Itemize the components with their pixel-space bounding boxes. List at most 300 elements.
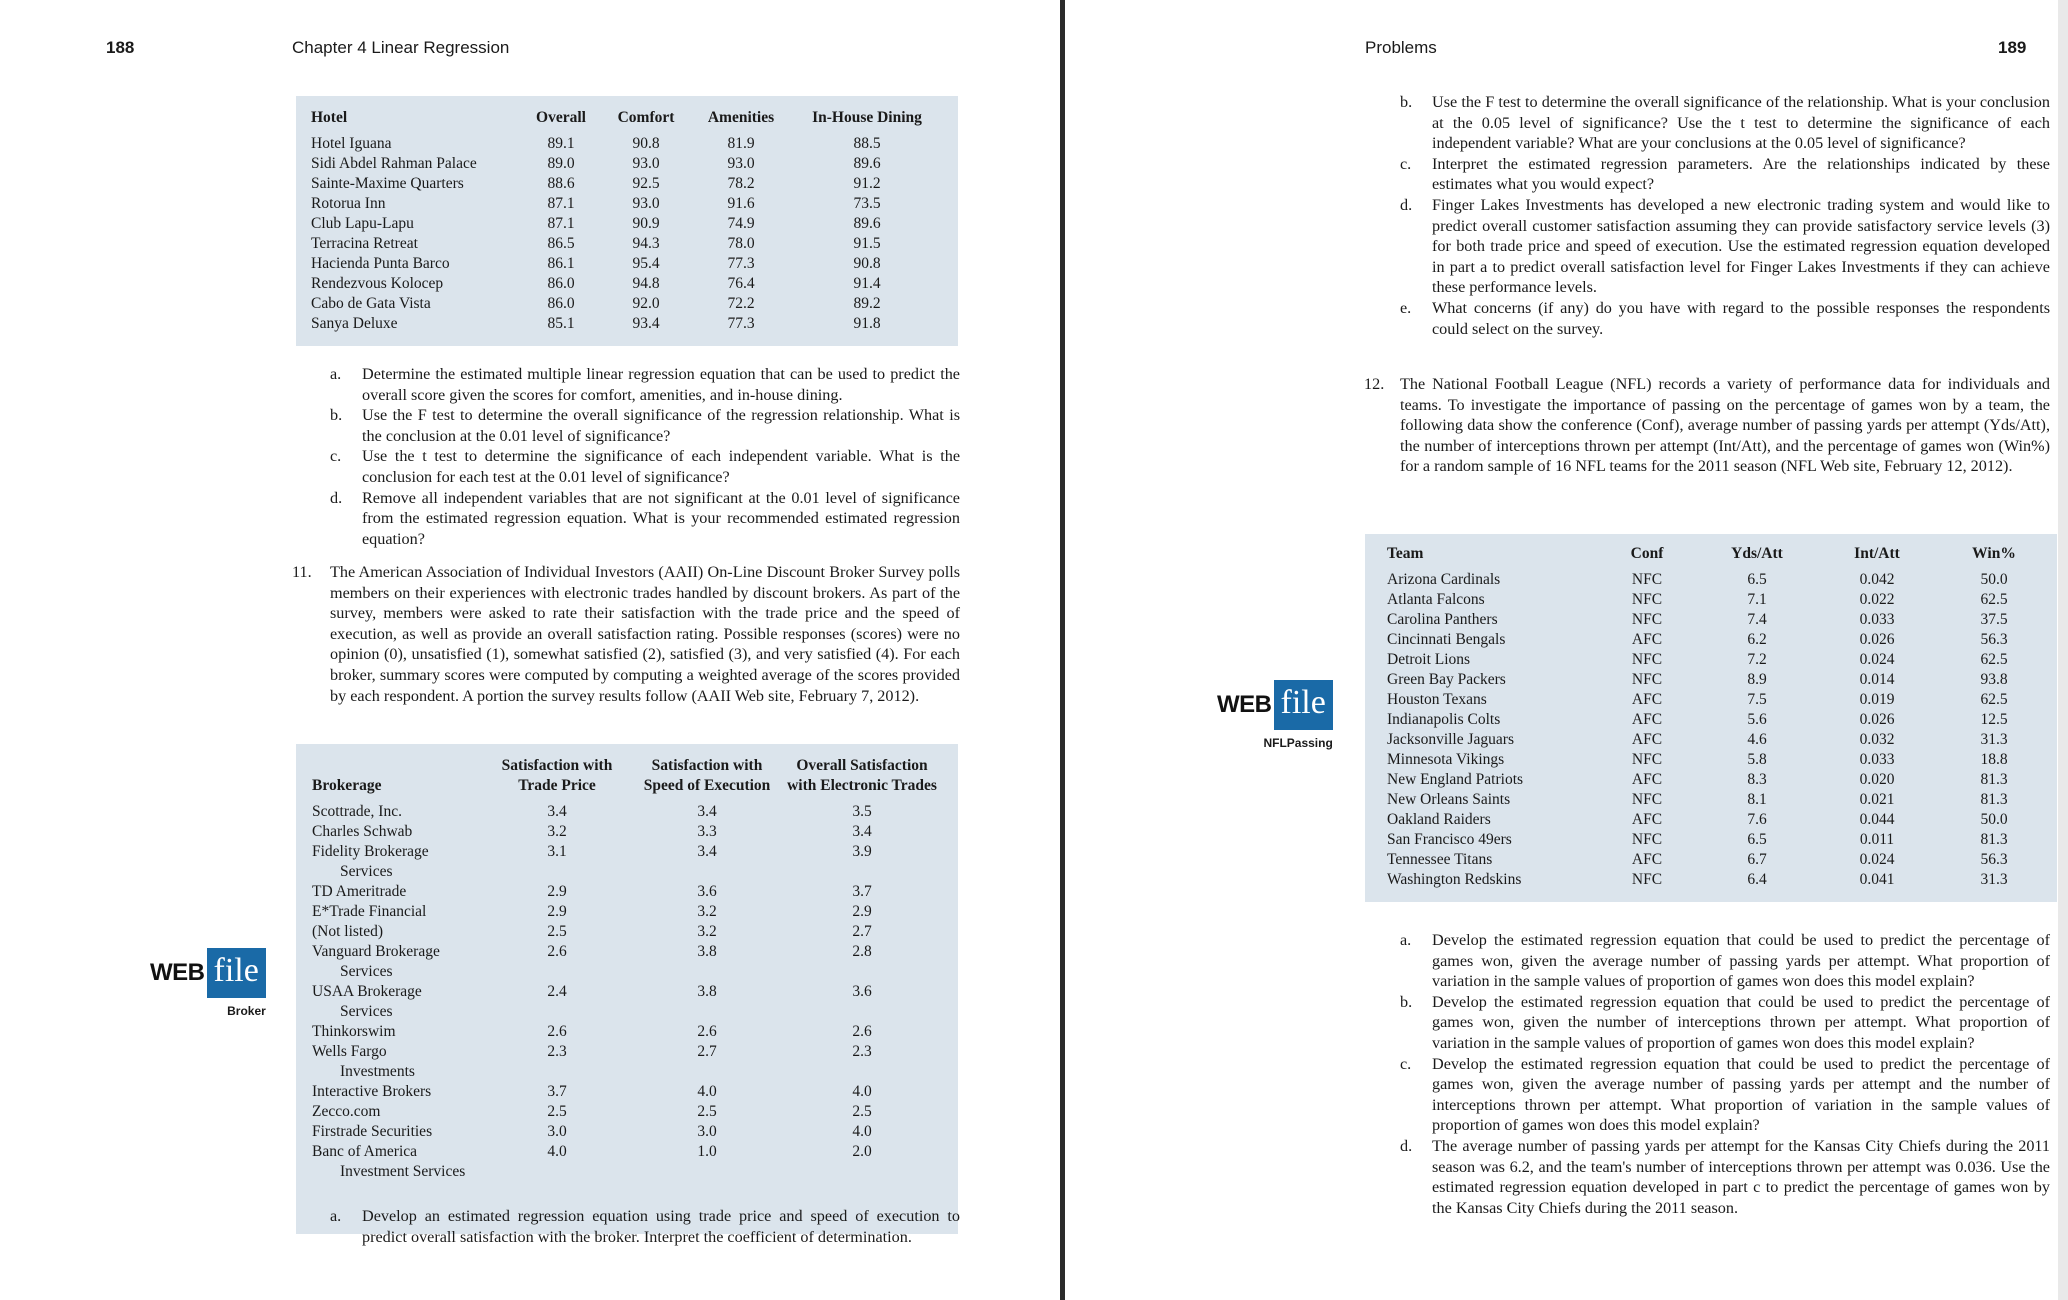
brokerage-name: Interactive Brokers: [312, 1083, 432, 1100]
q11-block: [292, 562, 960, 706]
table-cell: 0.011: [1859, 831, 1895, 848]
table-cell: 2.7: [852, 923, 872, 940]
brokerage-name-continued: Services: [340, 963, 393, 980]
table-cell: 91.6: [727, 195, 755, 212]
part-label: d.: [1400, 1136, 1413, 1155]
table-cell: 62.5: [1980, 651, 2008, 668]
table-row: [1387, 730, 2051, 750]
table-cell: 0.024: [1859, 651, 1895, 668]
table-cell: 0.032: [1859, 731, 1895, 748]
table-cell: 3.9: [852, 843, 872, 860]
table-cell: 7.6: [1747, 811, 1767, 828]
table-row: [1387, 870, 2051, 890]
question-part: [1400, 1136, 2050, 1218]
column-header: Satisfaction with: [501, 757, 613, 774]
table-cell: 2.9: [852, 903, 872, 920]
table-cell: AFC: [1631, 691, 1663, 708]
table-row: [1387, 770, 2051, 790]
table-cell: 50.0: [1980, 571, 2008, 588]
table-cell: 6.5: [1747, 571, 1767, 588]
table-cell: Cincinnati Bengals: [1387, 631, 1506, 648]
table-cell: 78.2: [727, 175, 755, 192]
table-cell: 2.6: [852, 1023, 872, 1040]
table-cell: NFC: [1631, 651, 1663, 668]
table-row: [312, 1022, 942, 1042]
table-cell: 6.2: [1747, 631, 1767, 648]
brokerage-name-cell: [312, 842, 482, 882]
q11-text: The American Association of Individual Investors (AAII) On-Line Discount Broker Survey polls members on their experiences with electronic trades handled by discount brokers. As part of the survey, members were asked to rate their satisfaction with the trade price and the speed of execution, as well as provide an overall satisfaction rating. Possible responses (scores) were no opinion (0), unsatisfied (1), somewhat satisfied (2), satisfied (3), and very satisfied (4). For each broker, summary scores were computed by computing a weighted average of the scores provided by each respondent. A portion the survey results follow (AAII Web site, February 7, 2012).: [330, 563, 960, 705]
part-label: a.: [330, 365, 342, 383]
table-cell: 8.9: [1747, 671, 1767, 688]
table-cell: 3.0: [697, 1123, 717, 1140]
column-header: [312, 756, 482, 776]
table-cell: 7.4: [1747, 611, 1767, 628]
brokerage-name-cell: [312, 882, 482, 902]
column-header: Conf: [1630, 545, 1664, 562]
table-row: [312, 1102, 942, 1122]
table-cell: 5.8: [1747, 751, 1767, 768]
table-cell: Rendezvous Kolocep: [311, 275, 444, 292]
table-cell: 3.1: [547, 843, 567, 860]
table-cell: 6.7: [1747, 851, 1767, 868]
table-cell: 3.6: [697, 883, 717, 900]
brokerage-name: Vanguard Brokerage: [312, 943, 440, 960]
part-label: c.: [1400, 1054, 1412, 1073]
table-row: [311, 314, 943, 334]
table-cell: NFC: [1631, 671, 1663, 688]
table-cell: 90.8: [632, 135, 660, 152]
table-cell: 2.8: [852, 943, 872, 960]
table-cell: AFC: [1631, 811, 1663, 828]
table-cell: 86.5: [547, 235, 575, 252]
table-cell: Minnesota Vikings: [1387, 751, 1505, 768]
table-cell: 91.5: [853, 235, 881, 252]
table-cell: San Francisco 49ers: [1387, 831, 1512, 848]
table-cell: 2.5: [547, 1103, 567, 1120]
brokerage-name-continued: Services: [340, 1003, 393, 1020]
table-cell: AFC: [1631, 631, 1663, 648]
part-label: b.: [1400, 93, 1413, 111]
table-cell: 3.4: [852, 823, 872, 840]
question-part: [1400, 154, 2050, 195]
brokerage-name: Wells Fargo: [312, 1043, 387, 1060]
table-cell: 7.5: [1747, 691, 1767, 708]
table-cell: 93.0: [632, 195, 660, 212]
table-cell: NFC: [1631, 571, 1663, 588]
table-cell: 37.5: [1980, 611, 2008, 628]
brokerage-name-cell: [312, 1122, 482, 1142]
brokerage-name: (Not listed): [312, 923, 384, 940]
q12-block: [1364, 374, 2050, 477]
table-cell: Cabo de Gata Vista: [311, 295, 431, 312]
part-text: Finger Lakes Investments has developed a new electronic trading system and would like to predict overall customer satisfaction assuming they can provide satisfactory service levels (3) for both trade price and speed of execution. Use the estimated regression equation developed in part a to predict overall satisfaction level for Finger Lakes Investments if they can achieve these performance levels.: [1432, 195, 2050, 297]
table-row: [311, 274, 943, 294]
table-cell: 94.3: [632, 235, 660, 252]
running-head-right: Problems: [1365, 38, 1437, 57]
question-part: [1400, 930, 2050, 992]
brokerage-name: Banc of America: [312, 1143, 418, 1160]
column-header: with Electronic Trades: [787, 777, 937, 794]
table-cell: 86.0: [547, 275, 575, 292]
table-cell: Hacienda Punta Barco: [311, 255, 450, 272]
broker-table-panel: [296, 744, 958, 1234]
brokerage-name-cell: [312, 802, 482, 822]
running-head-left: Chapter 4 Linear Regression: [292, 38, 510, 57]
brokerage-name: Fidelity Brokerage: [312, 843, 429, 860]
table-cell: 3.2: [697, 923, 717, 940]
column-header: Amenities: [707, 109, 775, 126]
table-row: [311, 134, 943, 154]
table-cell: 0.033: [1859, 611, 1895, 628]
table-cell: 6.5: [1747, 831, 1767, 848]
table-cell: 95.4: [632, 255, 660, 272]
table-cell: 93.0: [727, 155, 755, 172]
part-text: Develop the estimated regression equation that could be used to predict the percentage of games won, given the average number of passing yards per attempt. What proportion of variation in the sample values of proportion of games won does this model explain?: [1432, 931, 2050, 991]
page-edge: [2058, 0, 2068, 1300]
page-number-left: 188: [106, 38, 135, 57]
table-cell: NFC: [1631, 871, 1663, 888]
table-cell: 0.024: [1859, 851, 1895, 868]
brokerage-name-continued: Investment Services: [340, 1163, 466, 1180]
nfl-table-panel: [1365, 534, 2057, 902]
q11-continued-items: [1400, 92, 2050, 339]
table-cell: 3.0: [547, 1123, 567, 1140]
table-row: [1387, 650, 2051, 670]
column-header: Brokerage: [312, 777, 382, 794]
table-cell: 88.6: [547, 175, 575, 192]
hotel-table: [311, 108, 943, 334]
brokerage-name: TD Ameritrade: [312, 883, 407, 900]
column-header: Int/Att: [1854, 545, 1900, 562]
table-cell: 0.014: [1859, 671, 1895, 688]
part-label: d.: [330, 488, 343, 507]
table-cell: 2.6: [547, 943, 567, 960]
table-cell: 92.5: [632, 175, 660, 192]
table-cell: 8.1: [1747, 791, 1767, 808]
table-row: [1387, 810, 2051, 830]
q12-items: [1400, 930, 2050, 1218]
table-cell: Hotel Iguana: [311, 135, 392, 152]
table-cell: 74.9: [727, 215, 755, 232]
table-cell: 90.8: [853, 255, 881, 272]
table-cell: Atlanta Falcons: [1387, 591, 1485, 608]
file-label: file: [1274, 680, 1333, 730]
question-part: [330, 405, 960, 446]
q12-text: The National Football League (NFL) records a variety of performance data for individuals and teams. To investigate the importance of passing on the percentage of games won by a team, the following data show the conference (Conf), average number of passing yards per attempt (Yds/Att), the number of interceptions thrown per attempt (Int/Att), and the percentage of games won (Win%) for a random sample of 16 NFL teams for the 2011 season (NFL Web site, February 12, 2012).: [1400, 375, 2050, 476]
file-label: file: [207, 948, 266, 998]
table-cell: NFC: [1631, 611, 1663, 628]
table-cell: 3.4: [547, 803, 567, 820]
table-cell: 73.5: [853, 195, 881, 212]
header-row: [312, 756, 942, 776]
table-cell: 2.5: [547, 923, 567, 940]
table-cell: NFC: [1631, 751, 1663, 768]
table-cell: Terracina Retreat: [311, 235, 418, 252]
part-label: b.: [1400, 992, 1413, 1011]
brokerage-name-continued: Investments: [340, 1063, 415, 1080]
question-part: [1400, 992, 2050, 1054]
table-cell: 3.7: [547, 1083, 567, 1100]
brokerage-name-cell: [312, 922, 482, 942]
table-cell: 2.3: [547, 1043, 567, 1060]
table-row: [1387, 570, 2051, 590]
table-cell: 2.9: [547, 903, 567, 920]
part-text: Use the F test to determine the overall significance of the regression relationship. What is the conclusion at the 0.01 level of significance?: [362, 406, 960, 445]
table-cell: 76.4: [727, 275, 755, 292]
table-cell: 3.2: [697, 903, 717, 920]
table-cell: Club Lapu-Lapu: [311, 215, 414, 232]
q11-items: [330, 1206, 960, 1247]
table-cell: New England Patriots: [1387, 771, 1524, 788]
brokerage-name: Zecco.com: [312, 1103, 381, 1120]
table-row: [312, 922, 942, 942]
brokerage-name-cell: [312, 902, 482, 922]
header-row: [312, 776, 942, 802]
column-header: In-House Dining: [812, 109, 922, 126]
brokerage-name: Firstrade Securities: [312, 1123, 433, 1140]
brokerage-name-cell: [312, 1042, 482, 1082]
table-row: [1387, 850, 2051, 870]
web-file-badge-broker: [150, 948, 266, 1018]
brokerage-name: E*Trade Financial: [312, 903, 427, 920]
table-cell: 4.0: [852, 1083, 872, 1100]
page-number-right: 189: [1998, 38, 2027, 57]
table-cell: 2.0: [852, 1143, 872, 1160]
column-header: Trade Price: [518, 777, 596, 794]
part-text: Determine the estimated multiple linear regression equation that can be used to predict the overall score given the scores for comfort, amenities, and in-house dining.: [362, 365, 960, 404]
table-cell: 0.042: [1859, 571, 1895, 588]
table-row: [312, 1122, 942, 1142]
table-cell: 62.5: [1980, 691, 2008, 708]
table-row: [312, 982, 942, 1022]
table-row: [1387, 670, 2051, 690]
table-cell: Sanya Deluxe: [311, 315, 398, 332]
part-label: b.: [330, 406, 343, 425]
table-row: [1387, 690, 2051, 710]
table-cell: 93.8: [1980, 671, 2008, 688]
table-cell: 0.022: [1859, 591, 1895, 608]
table-row: [312, 902, 942, 922]
brokerage-name: USAA Brokerage: [312, 983, 422, 1000]
table-cell: 90.9: [632, 215, 660, 232]
table-cell: 2.4: [547, 983, 567, 1000]
table-cell: 56.3: [1980, 851, 2008, 868]
table-row: [311, 174, 943, 194]
table-cell: 7.2: [1747, 651, 1767, 668]
table-cell: 2.6: [547, 1023, 567, 1040]
table-cell: 81.3: [1980, 831, 2008, 848]
table-cell: New Orleans Saints: [1387, 791, 1511, 808]
table-row: [312, 882, 942, 902]
table-row: [311, 194, 943, 214]
table-cell: 3.4: [697, 843, 717, 860]
right-page: [1065, 0, 2065, 1300]
table-cell: 4.0: [547, 1143, 567, 1160]
table-cell: 2.6: [697, 1023, 717, 1040]
table-cell: 0.021: [1859, 791, 1895, 808]
web-file-badge-nflpassing: [1217, 680, 1333, 750]
table-cell: 2.5: [697, 1103, 717, 1120]
brokerage-name: Scottrade, Inc.: [312, 803, 402, 820]
table-cell: 89.6: [853, 155, 881, 172]
table-cell: 8.3: [1747, 771, 1767, 788]
hotel-table-panel: [296, 96, 958, 346]
table-cell: 92.0: [632, 295, 660, 312]
column-header: Comfort: [617, 109, 675, 126]
table-cell: 0.041: [1859, 871, 1895, 888]
table-cell: Rotorua Inn: [311, 195, 386, 212]
part-text: Develop the estimated regression equation that could be used to predict the percentage of games won, given the number of interceptions thrown per attempt. What proportion of variation in the sample values of proportion of games won does this model explain?: [1432, 992, 2050, 1052]
brokerage-name-cell: [312, 942, 482, 982]
table-cell: Carolina Panthers: [1387, 611, 1498, 628]
column-header: Yds/Att: [1731, 545, 1783, 562]
table-cell: 50.0: [1980, 811, 2008, 828]
table-cell: AFC: [1631, 851, 1663, 868]
web-label: WEB: [1217, 691, 1272, 718]
table-cell: 89.6: [853, 215, 881, 232]
question-part: [330, 488, 960, 550]
table-cell: 3.5: [852, 803, 872, 820]
table-cell: Washington Redskins: [1387, 871, 1522, 888]
table-cell: 4.6: [1747, 731, 1767, 748]
table-row: [312, 842, 942, 882]
column-header: Win%: [1972, 545, 2016, 562]
question-part: [1400, 92, 2050, 154]
table-cell: 3.6: [852, 983, 872, 1000]
table-cell: 2.7: [697, 1043, 717, 1060]
table-row: [312, 942, 942, 982]
brokerage-name-cell: [312, 1082, 482, 1102]
table-cell: 0.020: [1859, 771, 1895, 788]
table-cell: 31.3: [1980, 731, 2008, 748]
table-cell: AFC: [1631, 711, 1663, 728]
table-cell: AFC: [1631, 771, 1663, 788]
question-number: 12.: [1364, 375, 1385, 393]
table-cell: 93.4: [632, 315, 660, 332]
nfl-table: [1387, 544, 2051, 890]
table-cell: 91.8: [853, 315, 881, 332]
table-cell: 86.1: [547, 255, 575, 272]
table-cell: 5.6: [1747, 711, 1767, 728]
column-header: Hotel: [311, 109, 348, 126]
table-cell: 0.026: [1859, 711, 1895, 728]
table-cell: Indianapolis Colts: [1387, 711, 1501, 728]
part-text: Develop an estimated regression equation using trade price and speed of execution to predict overall satisfaction with the broker. Interpret the coefficient of determination.: [362, 1207, 960, 1246]
question-part: [1400, 1054, 2050, 1136]
table-cell: 2.5: [852, 1103, 872, 1120]
part-text: Interpret the estimated regression parameters. Are the relationships indicated by these estimates what you would expect?: [1432, 154, 2050, 194]
table-row: [312, 802, 942, 822]
brokerage-name-cell: [312, 822, 482, 842]
table-row: [1387, 830, 2051, 850]
brokerage-name: Thinkorswim: [312, 1023, 396, 1040]
table-cell: 89.1: [547, 135, 575, 152]
brokerage-name-cell: [312, 982, 482, 1022]
web-label: WEB: [150, 959, 205, 986]
table-cell: 18.8: [1980, 751, 2008, 768]
table-cell: 2.9: [547, 883, 567, 900]
table-cell: 2.3: [852, 1043, 872, 1060]
brokerage-name-cell: [312, 1102, 482, 1122]
table-cell: Detroit Lions: [1387, 651, 1471, 668]
table-cell: 31.3: [1980, 871, 2008, 888]
table-cell: 93.0: [632, 155, 660, 172]
part-text: Develop the estimated regression equation that could be used to predict the percentage of games won, given the average number of passing yards per attempt and the number of interceptions thrown per attempt. What proportion of variation in the sample values of proportion of games won does this model explain?: [1432, 1054, 2050, 1135]
brokerage-name-cell: [312, 1022, 482, 1042]
table-cell: 77.3: [727, 255, 755, 272]
column-header: Speed of Execution: [643, 777, 771, 794]
table-cell: 7.1: [1747, 591, 1767, 608]
table-cell: 3.7: [852, 883, 872, 900]
part-text: Use the F test to determine the overall significance of the relationship. What is your conclusion at the 0.05 level of significance? Use the t test to determine the significance of each independent variable? What are your conclusions at the 0.05 level of significance?: [1432, 93, 2050, 153]
table-cell: 81.3: [1980, 791, 2008, 808]
part-label: d.: [1400, 195, 1413, 214]
question-number: 11.: [292, 563, 312, 581]
table-cell: 78.0: [727, 235, 755, 252]
table-cell: 72.2: [727, 295, 755, 312]
part-text: Use the t test to determine the significance of each independent variable. What is the conclusion for each test at the 0.01 level of significance?: [362, 447, 960, 486]
table-row: [312, 1142, 942, 1182]
table-cell: 86.0: [547, 295, 575, 312]
table-cell: 0.033: [1859, 751, 1895, 768]
question-part: [330, 364, 960, 405]
table-cell: Oakland Raiders: [1387, 811, 1491, 828]
table-cell: Green Bay Packers: [1387, 671, 1506, 688]
table-cell: 87.1: [547, 215, 575, 232]
part-label: a.: [330, 1207, 342, 1225]
question-part: [1400, 298, 2050, 339]
column-header: Team: [1387, 545, 1424, 562]
table-cell: Arizona Cardinals: [1387, 571, 1501, 588]
table-row: [312, 1042, 942, 1082]
table-row: [1387, 790, 2051, 810]
table-cell: 81.3: [1980, 771, 2008, 788]
data-file-name: Broker: [227, 1004, 266, 1018]
table-cell: 91.4: [853, 275, 881, 292]
table-cell: 0.044: [1859, 811, 1895, 828]
broker-table: [312, 756, 942, 1182]
part-label: e.: [1400, 298, 1412, 317]
table-cell: 4.0: [697, 1083, 717, 1100]
table-row: [1387, 630, 2051, 650]
table-cell: 3.3: [697, 823, 717, 840]
table-cell: 56.3: [1980, 631, 2008, 648]
brokerage-name-continued: Services: [340, 863, 393, 880]
part-label: c.: [1400, 154, 1412, 173]
table-cell: 4.0: [852, 1123, 872, 1140]
table-cell: 1.0: [697, 1143, 717, 1160]
table-cell: NFC: [1631, 591, 1663, 608]
table-cell: 81.9: [727, 135, 755, 152]
column-header: Overall Satisfaction: [796, 757, 928, 774]
table-cell: NFC: [1631, 831, 1663, 848]
table-row: [1387, 710, 2051, 730]
table-cell: Sidi Abdel Rahman Palace: [311, 155, 477, 172]
table-cell: 3.8: [697, 983, 717, 1000]
table-row: [311, 294, 943, 314]
table-row: [312, 822, 942, 842]
brokerage-name: Charles Schwab: [312, 823, 413, 840]
part-text: The average number of passing yards per attempt for the Kansas City Chiefs during the 2011 season was 6.2, and the team's number of interceptions thrown per attempt was 0.036. Use the estimated regression equation developed in part c to predict the percentage of games won by the Kansas City Chiefs during the 2011 season.: [1432, 1136, 2050, 1217]
part-text: Remove all independent variables that are not significant at the 0.01 level of significance from the estimated regression equation. What is your recommended estimated regression equation?: [362, 488, 960, 548]
table-cell: 3.2: [547, 823, 567, 840]
question-part: [330, 446, 960, 487]
table-cell: 94.8: [632, 275, 660, 292]
table-cell: 0.026: [1859, 631, 1895, 648]
table-cell: 0.019: [1859, 691, 1895, 708]
table-cell: Houston Texans: [1387, 691, 1487, 708]
table-row: [311, 254, 943, 274]
